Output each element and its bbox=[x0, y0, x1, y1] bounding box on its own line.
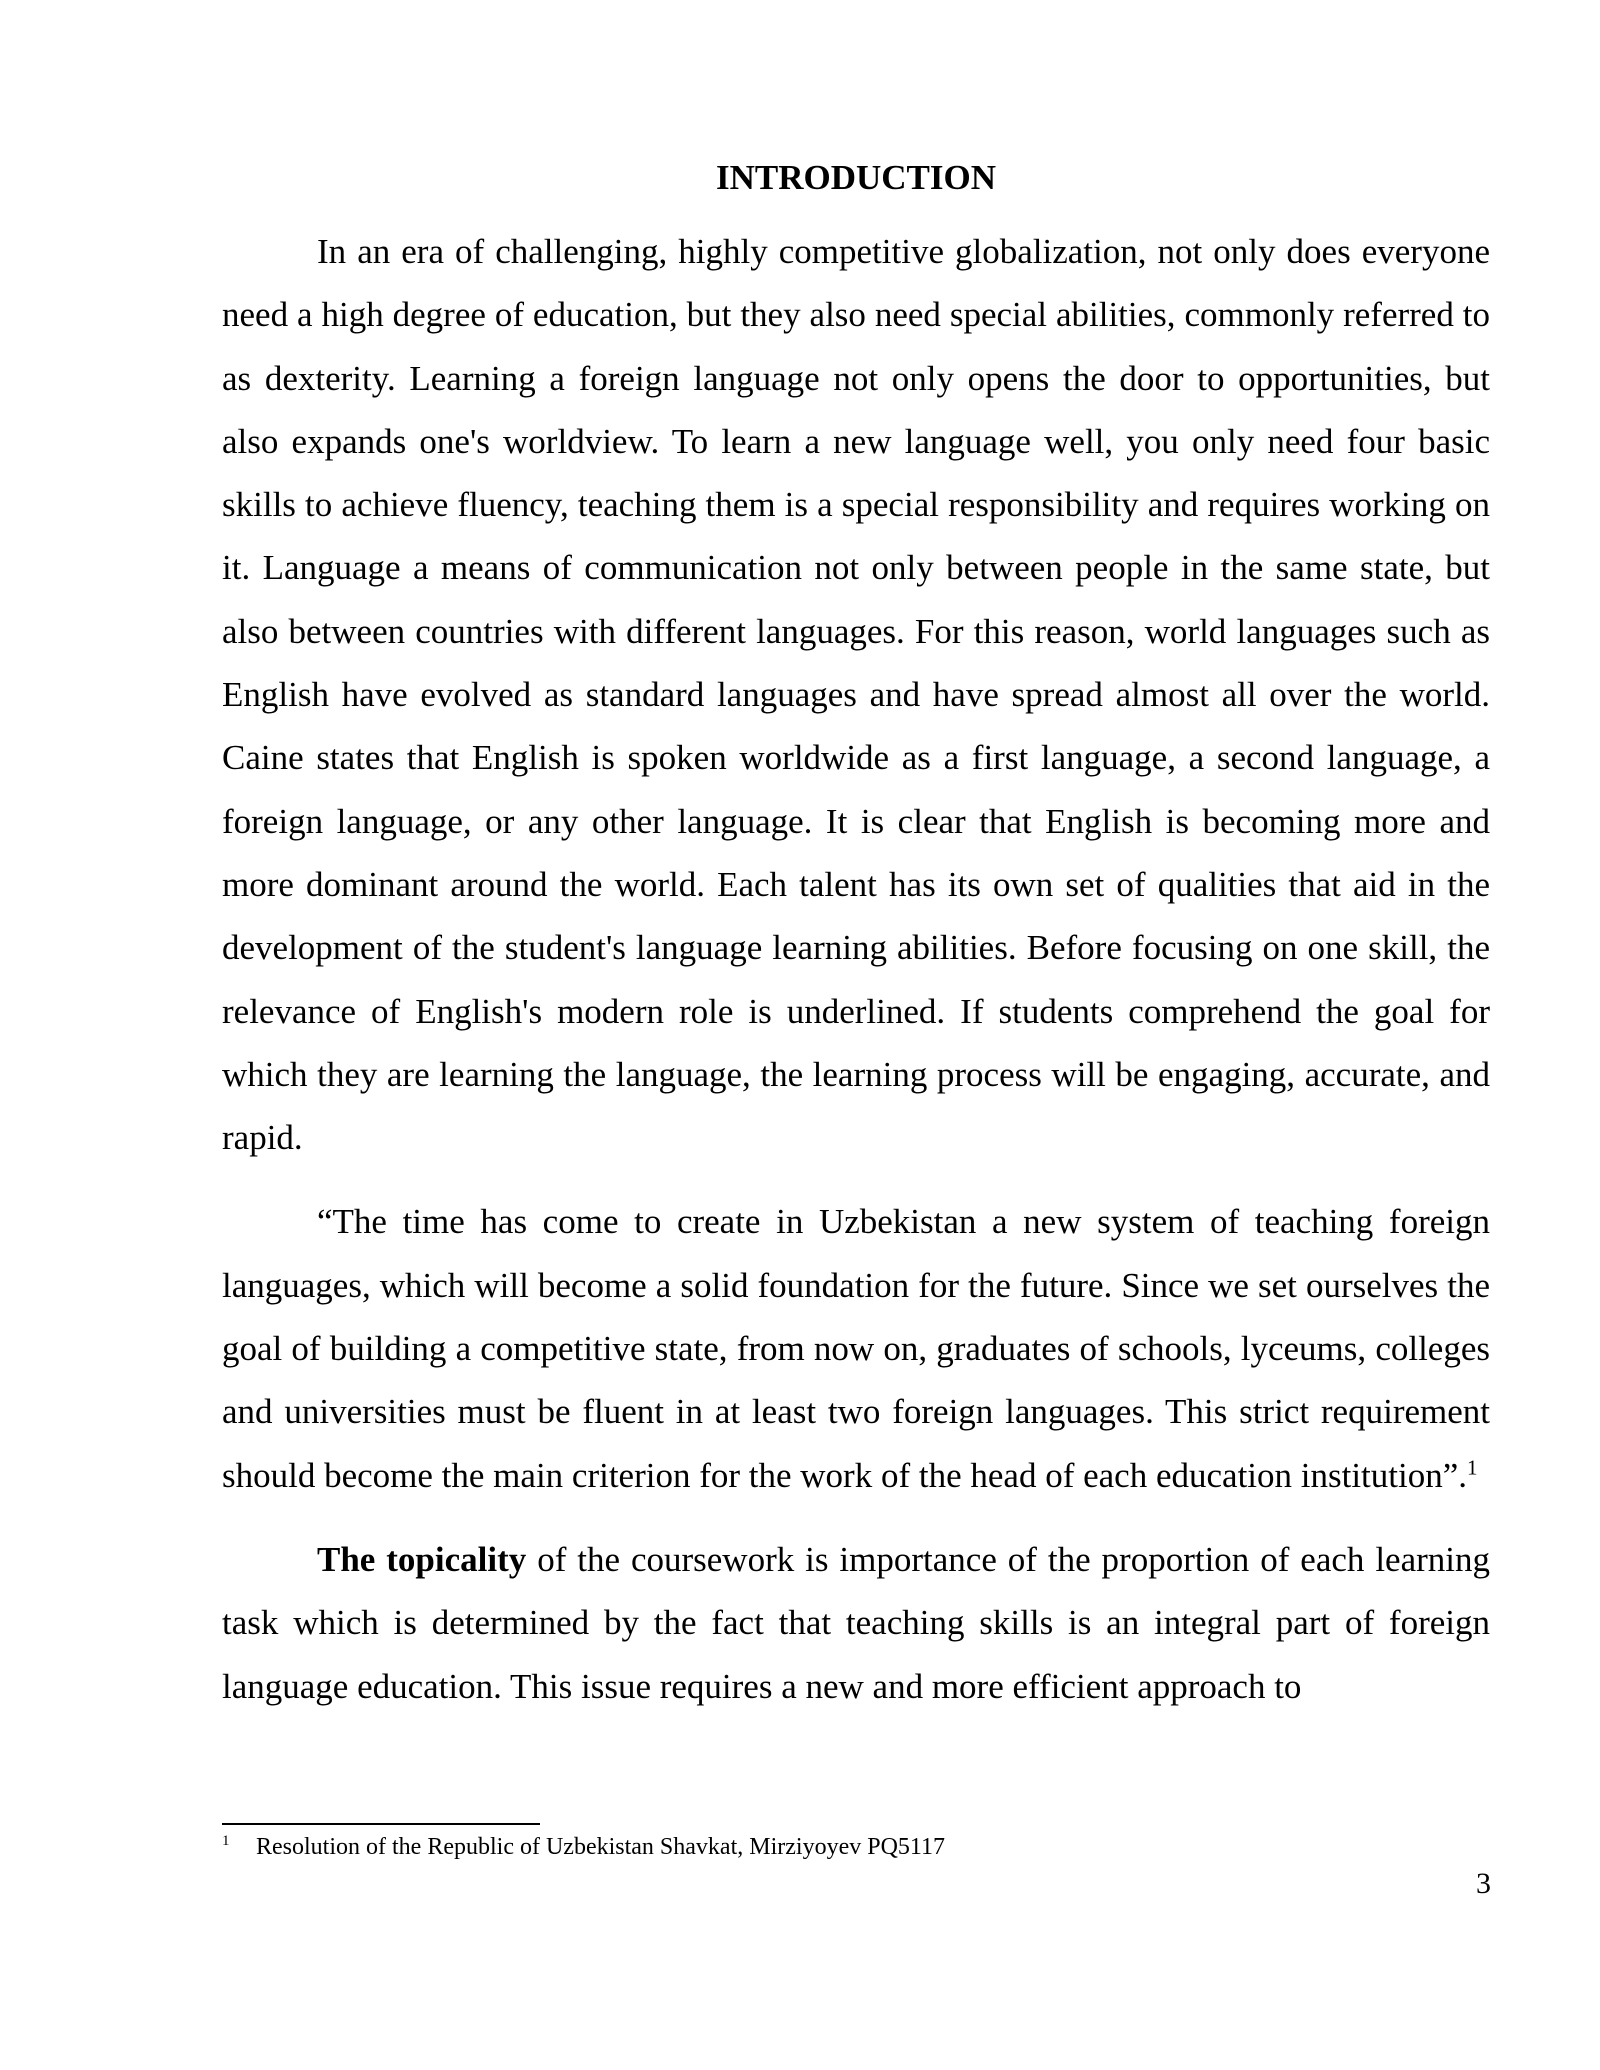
quote-text: “The time has come to create in Uzbekistan a new system of teaching foreign languages, which will become a solid foundation for the future. Since we set ourselves the goal of building a competitive state, from now on, graduates of schools, lyceums, colleges and universities must be fluent in at least two foreign languages. This strict requirement should become the main criterion for the work of the head of each education institution”. bbox=[222, 1202, 1490, 1495]
topicality-text: of the coursework is importance of the proportion of each learning task which is determined by the fact that teaching skills is an integral part of foreign language education. This issue requires a new and more efficient approach to bbox=[222, 1539, 1491, 1706]
paragraph-topicality bbox=[222, 1528, 1490, 1718]
page-body bbox=[222, 148, 1490, 1739]
footnote-separator bbox=[222, 1823, 540, 1825]
page-number: 3 bbox=[1476, 1867, 1491, 1900]
footnote-text: Resolution of the Republic of Uzbekistan Shavkat, Mirziyoyev PQ5117 bbox=[256, 1834, 946, 1860]
paragraph-quote bbox=[222, 1190, 1490, 1506]
footnote-reference: 1 bbox=[1467, 1454, 1478, 1479]
footnote: 1 Resolution of the Republic of Uzbekistan Shavkat, Mirziyoyev PQ5117 bbox=[222, 1833, 946, 1860]
section-heading: INTRODUCTION bbox=[715, 158, 997, 197]
paragraph-intro: In an era of challenging, highly competitive globalization, not only does everyone need a high degree of education, but they also need special abilities, commonly referred to as dexterity. Learning a foreign language not only opens the door to opportunities, but also expands one's worldview. To learn a new language well, you only need four basic skills to achieve fluency, teaching them is a special responsibility and requires working on it. Language a means of communication not only between people in the same state, but also between countries with different languages. For this reason, world languages such as English have evolved as standard languages and have spread almost all over the world. Caine states that English is spoken worldwide as a first language, a second language, a foreign language, or any other language. It is clear that English is becoming more and more dominant around the world. Each talent has its own set of qualities that aid in the development of the student's language learning abilities. Before focusing on one skill, the relevance of English's modern role is underlined. If students comprehend the goal for which they are learning the language, the learning process will be engaging, accurate, and rapid. bbox=[222, 232, 1490, 1158]
topicality-term: The topicality bbox=[317, 1539, 527, 1579]
